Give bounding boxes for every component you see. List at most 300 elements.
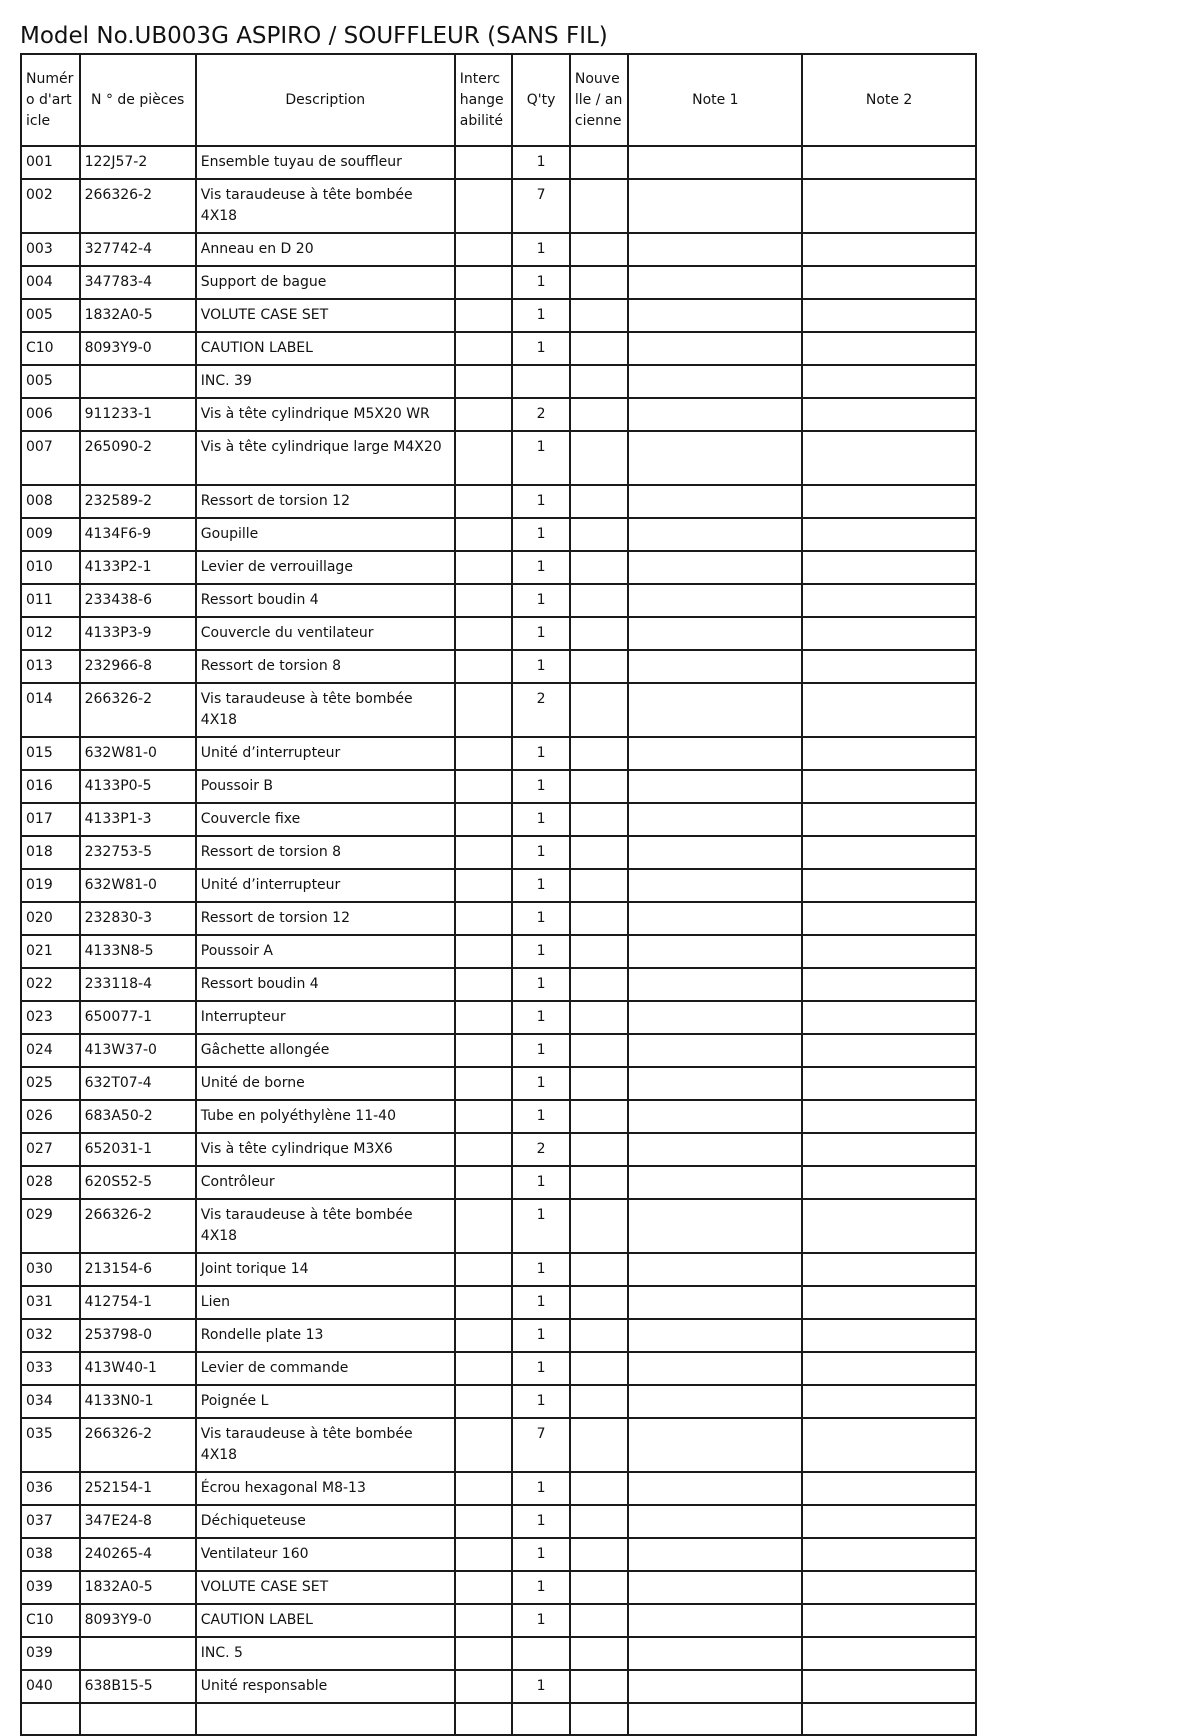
note1-cell xyxy=(628,869,802,902)
note2-cell xyxy=(802,968,976,1001)
new-old-cell xyxy=(570,1286,629,1319)
note2-cell xyxy=(802,650,976,683)
item-no-cell: 012 xyxy=(21,617,80,650)
note1-cell xyxy=(628,1133,802,1166)
interchangeability-cell xyxy=(455,869,513,902)
new-old-cell xyxy=(570,1253,629,1286)
qty-cell: 1 xyxy=(512,1505,570,1538)
qty-cell: 1 xyxy=(512,1253,570,1286)
part-no-cell: 632W81-0 xyxy=(80,869,196,902)
part-no-cell: 911233-1 xyxy=(80,398,196,431)
part-no-cell: 266326-2 xyxy=(80,1418,196,1472)
item-no-cell: 028 xyxy=(21,1166,80,1199)
new-old-cell xyxy=(570,332,629,365)
description-cell: Tube en polyéthylène 11-40 xyxy=(196,1100,455,1133)
interchangeability-cell xyxy=(455,1571,513,1604)
table-row xyxy=(21,1505,976,1538)
note2-cell xyxy=(802,179,976,233)
header-note2: Note 2 xyxy=(802,54,976,146)
item-no-cell: 025 xyxy=(21,1067,80,1100)
note1-cell xyxy=(628,1418,802,1472)
item-no-cell: 035 xyxy=(21,1418,80,1472)
item-no-cell: 005 xyxy=(21,299,80,332)
header-qty: Q'ty xyxy=(512,54,570,146)
note1-cell xyxy=(628,1100,802,1133)
interchangeability-cell xyxy=(455,398,513,431)
item-no-cell: 039 xyxy=(21,1637,80,1670)
part-no-cell: 632W81-0 xyxy=(80,737,196,770)
header-interchangeability: Interchangeabilité xyxy=(455,54,513,146)
header-note1: Note 1 xyxy=(628,54,802,146)
table-row xyxy=(21,332,976,365)
new-old-cell xyxy=(570,902,629,935)
note1-cell xyxy=(628,650,802,683)
description-cell: Poussoir B xyxy=(196,770,455,803)
description-cell: Gâchette allongée xyxy=(196,1034,455,1067)
item-no-cell: 007 xyxy=(21,431,80,485)
qty-cell: 1 xyxy=(512,902,570,935)
description-cell: Vis taraudeuse à tête bombée 4X18 xyxy=(196,179,455,233)
description-cell: Poussoir A xyxy=(196,935,455,968)
part-no-cell: 632T07-4 xyxy=(80,1067,196,1100)
note2-cell xyxy=(802,737,976,770)
description-cell: Ressort de torsion 8 xyxy=(196,650,455,683)
interchangeability-cell xyxy=(455,1319,513,1352)
new-old-cell xyxy=(570,1385,629,1418)
interchangeability-cell xyxy=(455,551,513,584)
table-row xyxy=(21,233,976,266)
note2-cell xyxy=(802,935,976,968)
table-row xyxy=(21,770,976,803)
table-row xyxy=(21,1670,976,1703)
qty-cell: 1 xyxy=(512,1319,570,1352)
part-no-cell: 650077-1 xyxy=(80,1001,196,1034)
part-no-cell: 233438-6 xyxy=(80,584,196,617)
note2-cell xyxy=(802,1703,976,1735)
table-row xyxy=(21,1385,976,1418)
table-row xyxy=(21,1001,976,1034)
note2-cell xyxy=(802,1418,976,1472)
note1-cell xyxy=(628,332,802,365)
description-cell: Ressort de torsion 12 xyxy=(196,485,455,518)
description-cell: Vis taraudeuse à tête bombée 4X18 xyxy=(196,683,455,737)
note1-cell xyxy=(628,1670,802,1703)
interchangeability-cell xyxy=(455,485,513,518)
item-no-cell: 003 xyxy=(21,233,80,266)
header-new-old: Nouvelle / ancienne xyxy=(570,54,629,146)
part-no-cell: 327742-4 xyxy=(80,233,196,266)
description-cell: Rondelle plate 13 xyxy=(196,1319,455,1352)
part-no-cell: 265090-2 xyxy=(80,431,196,485)
item-no-cell: 021 xyxy=(21,935,80,968)
item-no-cell: 018 xyxy=(21,836,80,869)
part-no-cell: 266326-2 xyxy=(80,1199,196,1253)
note2-cell xyxy=(802,146,976,179)
description-cell: Vis à tête cylindrique M3X6 xyxy=(196,1133,455,1166)
note1-cell xyxy=(628,398,802,431)
note2-cell xyxy=(802,1604,976,1637)
new-old-cell xyxy=(570,1034,629,1067)
table-row xyxy=(21,584,976,617)
table-row xyxy=(21,683,976,737)
part-no-cell xyxy=(80,1637,196,1670)
table-row xyxy=(21,146,976,179)
new-old-cell xyxy=(570,1133,629,1166)
item-no-cell: 002 xyxy=(21,179,80,233)
part-no-cell: 266326-2 xyxy=(80,179,196,233)
description-cell: CAUTION LABEL xyxy=(196,332,455,365)
description-cell: VOLUTE CASE SET xyxy=(196,299,455,332)
description-cell: Levier de verrouillage xyxy=(196,551,455,584)
note2-cell xyxy=(802,551,976,584)
note2-cell xyxy=(802,770,976,803)
new-old-cell xyxy=(570,518,629,551)
interchangeability-cell xyxy=(455,1604,513,1637)
note1-cell xyxy=(628,1352,802,1385)
parts-table xyxy=(20,53,977,1736)
table-row xyxy=(21,617,976,650)
note1-cell xyxy=(628,737,802,770)
part-no-cell: 4133P0-5 xyxy=(80,770,196,803)
qty-cell: 1 xyxy=(512,1100,570,1133)
new-old-cell xyxy=(570,1703,629,1735)
interchangeability-cell xyxy=(455,1001,513,1034)
interchangeability-cell xyxy=(455,737,513,770)
interchangeability-cell xyxy=(455,332,513,365)
note2-cell xyxy=(802,365,976,398)
item-no-cell: 016 xyxy=(21,770,80,803)
qty-cell: 2 xyxy=(512,683,570,737)
table-row xyxy=(21,431,976,485)
interchangeability-cell xyxy=(455,1067,513,1100)
note2-cell xyxy=(802,869,976,902)
qty-cell: 1 xyxy=(512,146,570,179)
interchangeability-cell xyxy=(455,617,513,650)
interchangeability-cell xyxy=(455,650,513,683)
new-old-cell xyxy=(570,179,629,233)
table-row xyxy=(21,551,976,584)
interchangeability-cell xyxy=(455,1100,513,1133)
interchangeability-cell xyxy=(455,770,513,803)
part-no-cell: 232589-2 xyxy=(80,485,196,518)
item-no-cell: 009 xyxy=(21,518,80,551)
note2-cell xyxy=(802,1319,976,1352)
interchangeability-cell xyxy=(455,968,513,1001)
description-cell: Vis taraudeuse à tête bombée 4X18 xyxy=(196,1418,455,1472)
description-cell: Poignée L xyxy=(196,1385,455,1418)
part-no-cell: 4133N8-5 xyxy=(80,935,196,968)
qty-cell: 1 xyxy=(512,266,570,299)
note2-cell xyxy=(802,233,976,266)
item-no-cell: 005 xyxy=(21,365,80,398)
qty-cell: 1 xyxy=(512,650,570,683)
table-row xyxy=(21,179,976,233)
note1-cell xyxy=(628,584,802,617)
note2-cell xyxy=(802,683,976,737)
new-old-cell xyxy=(570,1199,629,1253)
qty-cell: 1 xyxy=(512,737,570,770)
description-cell: Ressort boudin 4 xyxy=(196,968,455,1001)
table-row xyxy=(21,1133,976,1166)
note1-cell xyxy=(628,233,802,266)
note2-cell xyxy=(802,1286,976,1319)
part-no-cell: 4133P3-9 xyxy=(80,617,196,650)
description-cell: Goupille xyxy=(196,518,455,551)
note1-cell xyxy=(628,935,802,968)
table-row xyxy=(21,1418,976,1472)
note2-cell xyxy=(802,1034,976,1067)
note2-cell xyxy=(802,617,976,650)
interchangeability-cell xyxy=(455,1286,513,1319)
note1-cell xyxy=(628,518,802,551)
description-cell: Interrupteur xyxy=(196,1001,455,1034)
part-no-cell: 413W40-1 xyxy=(80,1352,196,1385)
note1-cell xyxy=(628,902,802,935)
note1-cell xyxy=(628,1385,802,1418)
qty-cell: 7 xyxy=(512,179,570,233)
description-cell: Unité d’interrupteur xyxy=(196,737,455,770)
table-row xyxy=(21,299,976,332)
new-old-cell xyxy=(570,1505,629,1538)
note1-cell xyxy=(628,1703,802,1735)
note2-cell xyxy=(802,1001,976,1034)
item-no-cell: 032 xyxy=(21,1319,80,1352)
note2-cell xyxy=(802,1472,976,1505)
description-cell: Unité d’interrupteur xyxy=(196,869,455,902)
qty-cell: 1 xyxy=(512,869,570,902)
table-row xyxy=(21,737,976,770)
part-no-cell: 8093Y9-0 xyxy=(80,1604,196,1637)
note2-cell xyxy=(802,1670,976,1703)
part-no-cell: 4133P2-1 xyxy=(80,551,196,584)
new-old-cell xyxy=(570,737,629,770)
qty-cell: 1 xyxy=(512,803,570,836)
part-no-cell: 233118-4 xyxy=(80,968,196,1001)
interchangeability-cell xyxy=(455,902,513,935)
interchangeability-cell xyxy=(455,1253,513,1286)
table-row xyxy=(21,968,976,1001)
item-no-cell: 034 xyxy=(21,1385,80,1418)
qty-cell: 1 xyxy=(512,1199,570,1253)
item-no-cell: C10 xyxy=(21,332,80,365)
note2-cell xyxy=(802,1133,976,1166)
part-no-cell: 253798-0 xyxy=(80,1319,196,1352)
qty-cell: 1 xyxy=(512,968,570,1001)
interchangeability-cell xyxy=(455,803,513,836)
table-row xyxy=(21,1703,976,1735)
table-row xyxy=(21,1538,976,1571)
note1-cell xyxy=(628,1034,802,1067)
qty-cell: 1 xyxy=(512,836,570,869)
qty-cell: 1 xyxy=(512,1670,570,1703)
new-old-cell xyxy=(570,1418,629,1472)
interchangeability-cell xyxy=(455,518,513,551)
note1-cell xyxy=(628,179,802,233)
item-no-cell: 031 xyxy=(21,1286,80,1319)
table-row xyxy=(21,1637,976,1670)
note1-cell xyxy=(628,1571,802,1604)
item-no-cell: 014 xyxy=(21,683,80,737)
header-description: Description xyxy=(196,54,455,146)
note1-cell xyxy=(628,1286,802,1319)
new-old-cell xyxy=(570,650,629,683)
item-no-cell: 008 xyxy=(21,485,80,518)
note2-cell xyxy=(802,518,976,551)
item-no-cell: 027 xyxy=(21,1133,80,1166)
new-old-cell xyxy=(570,1472,629,1505)
new-old-cell xyxy=(570,1319,629,1352)
description-cell: CAUTION LABEL xyxy=(196,1604,455,1637)
description-cell: Ressort de torsion 8 xyxy=(196,836,455,869)
qty-cell: 1 xyxy=(512,431,570,485)
note2-cell xyxy=(802,1253,976,1286)
table-row xyxy=(21,1352,976,1385)
note2-cell xyxy=(802,299,976,332)
note2-cell xyxy=(802,485,976,518)
table-row xyxy=(21,1253,976,1286)
page-title: Model No.UB003G ASPIRO / SOUFFLEUR (SANS FIL) xyxy=(20,23,608,49)
qty-cell: 1 xyxy=(512,584,570,617)
table-header-row xyxy=(21,54,976,146)
qty-cell: 1 xyxy=(512,1571,570,1604)
parts-table-body xyxy=(21,146,976,1735)
interchangeability-cell xyxy=(455,1472,513,1505)
note2-cell xyxy=(802,1385,976,1418)
new-old-cell xyxy=(570,935,629,968)
interchangeability-cell xyxy=(455,683,513,737)
table-row xyxy=(21,803,976,836)
item-no-cell: 011 xyxy=(21,584,80,617)
item-no-cell: 004 xyxy=(21,266,80,299)
item-no-cell: 023 xyxy=(21,1001,80,1034)
part-no-cell: 232753-5 xyxy=(80,836,196,869)
table-row xyxy=(21,266,976,299)
table-row xyxy=(21,365,976,398)
new-old-cell xyxy=(570,770,629,803)
note2-cell xyxy=(802,266,976,299)
note1-cell xyxy=(628,431,802,485)
item-no-cell: 017 xyxy=(21,803,80,836)
item-no-cell: 019 xyxy=(21,869,80,902)
new-old-cell xyxy=(570,1571,629,1604)
table-row xyxy=(21,1100,976,1133)
new-old-cell xyxy=(570,551,629,584)
note2-cell xyxy=(802,1352,976,1385)
item-no-cell: 039 xyxy=(21,1571,80,1604)
table-row xyxy=(21,935,976,968)
part-no-cell: 347783-4 xyxy=(80,266,196,299)
new-old-cell xyxy=(570,617,629,650)
note1-cell xyxy=(628,1472,802,1505)
new-old-cell xyxy=(570,1637,629,1670)
qty-cell: 1 xyxy=(512,518,570,551)
note2-cell xyxy=(802,1067,976,1100)
note1-cell xyxy=(628,1319,802,1352)
note1-cell xyxy=(628,266,802,299)
qty-cell: 1 xyxy=(512,1472,570,1505)
header-part-no: N ° de pièces xyxy=(80,54,196,146)
interchangeability-cell xyxy=(455,1538,513,1571)
table-row xyxy=(21,1199,976,1253)
qty-cell: 1 xyxy=(512,1001,570,1034)
item-no-cell: 024 xyxy=(21,1034,80,1067)
table-row xyxy=(21,902,976,935)
description-cell: VOLUTE CASE SET xyxy=(196,1571,455,1604)
description-cell: Lien xyxy=(196,1286,455,1319)
interchangeability-cell xyxy=(455,1670,513,1703)
description-cell: Écrou hexagonal M8-13 xyxy=(196,1472,455,1505)
interchangeability-cell xyxy=(455,1352,513,1385)
note2-cell xyxy=(802,1571,976,1604)
note1-cell xyxy=(628,683,802,737)
note2-cell xyxy=(802,1166,976,1199)
interchangeability-cell xyxy=(455,836,513,869)
qty-cell: 2 xyxy=(512,1133,570,1166)
note1-cell xyxy=(628,299,802,332)
interchangeability-cell xyxy=(455,1385,513,1418)
part-no-cell: 1832A0-5 xyxy=(80,1571,196,1604)
interchangeability-cell xyxy=(455,299,513,332)
part-no-cell: 252154-1 xyxy=(80,1472,196,1505)
table-row xyxy=(21,1472,976,1505)
note1-cell xyxy=(628,803,802,836)
part-no-cell: 232966-8 xyxy=(80,650,196,683)
description-cell: Ressort de torsion 12 xyxy=(196,902,455,935)
new-old-cell xyxy=(570,683,629,737)
qty-cell xyxy=(512,365,570,398)
note1-cell xyxy=(628,1538,802,1571)
qty-cell: 1 xyxy=(512,1352,570,1385)
new-old-cell xyxy=(570,431,629,485)
description-cell: Vis à tête cylindrique M5X20 WR xyxy=(196,398,455,431)
new-old-cell xyxy=(570,1670,629,1703)
qty-cell: 1 xyxy=(512,1034,570,1067)
note2-cell xyxy=(802,1637,976,1670)
interchangeability-cell xyxy=(455,1133,513,1166)
qty-cell: 1 xyxy=(512,1385,570,1418)
item-no-cell: 020 xyxy=(21,902,80,935)
new-old-cell xyxy=(570,233,629,266)
table-row xyxy=(21,836,976,869)
part-no-cell: 122J57-2 xyxy=(80,146,196,179)
item-no-cell: 033 xyxy=(21,1352,80,1385)
interchangeability-cell xyxy=(455,146,513,179)
note1-cell xyxy=(628,617,802,650)
part-no-cell: 652031-1 xyxy=(80,1133,196,1166)
note1-cell xyxy=(628,770,802,803)
table-row xyxy=(21,869,976,902)
new-old-cell xyxy=(570,299,629,332)
part-no-cell: 412754-1 xyxy=(80,1286,196,1319)
new-old-cell xyxy=(570,836,629,869)
description-cell: Couvercle fixe xyxy=(196,803,455,836)
interchangeability-cell xyxy=(455,431,513,485)
table-row xyxy=(21,1166,976,1199)
item-no-cell: 026 xyxy=(21,1100,80,1133)
item-no-cell xyxy=(21,1703,80,1735)
new-old-cell xyxy=(570,1352,629,1385)
part-no-cell: 638B15-5 xyxy=(80,1670,196,1703)
note2-cell xyxy=(802,398,976,431)
note2-cell xyxy=(802,1505,976,1538)
part-no-cell: 240265-4 xyxy=(80,1538,196,1571)
new-old-cell xyxy=(570,584,629,617)
qty-cell: 7 xyxy=(512,1418,570,1472)
description-cell: INC. 39 xyxy=(196,365,455,398)
description-cell: Levier de commande xyxy=(196,1352,455,1385)
note2-cell xyxy=(802,332,976,365)
part-no-cell: 347E24-8 xyxy=(80,1505,196,1538)
